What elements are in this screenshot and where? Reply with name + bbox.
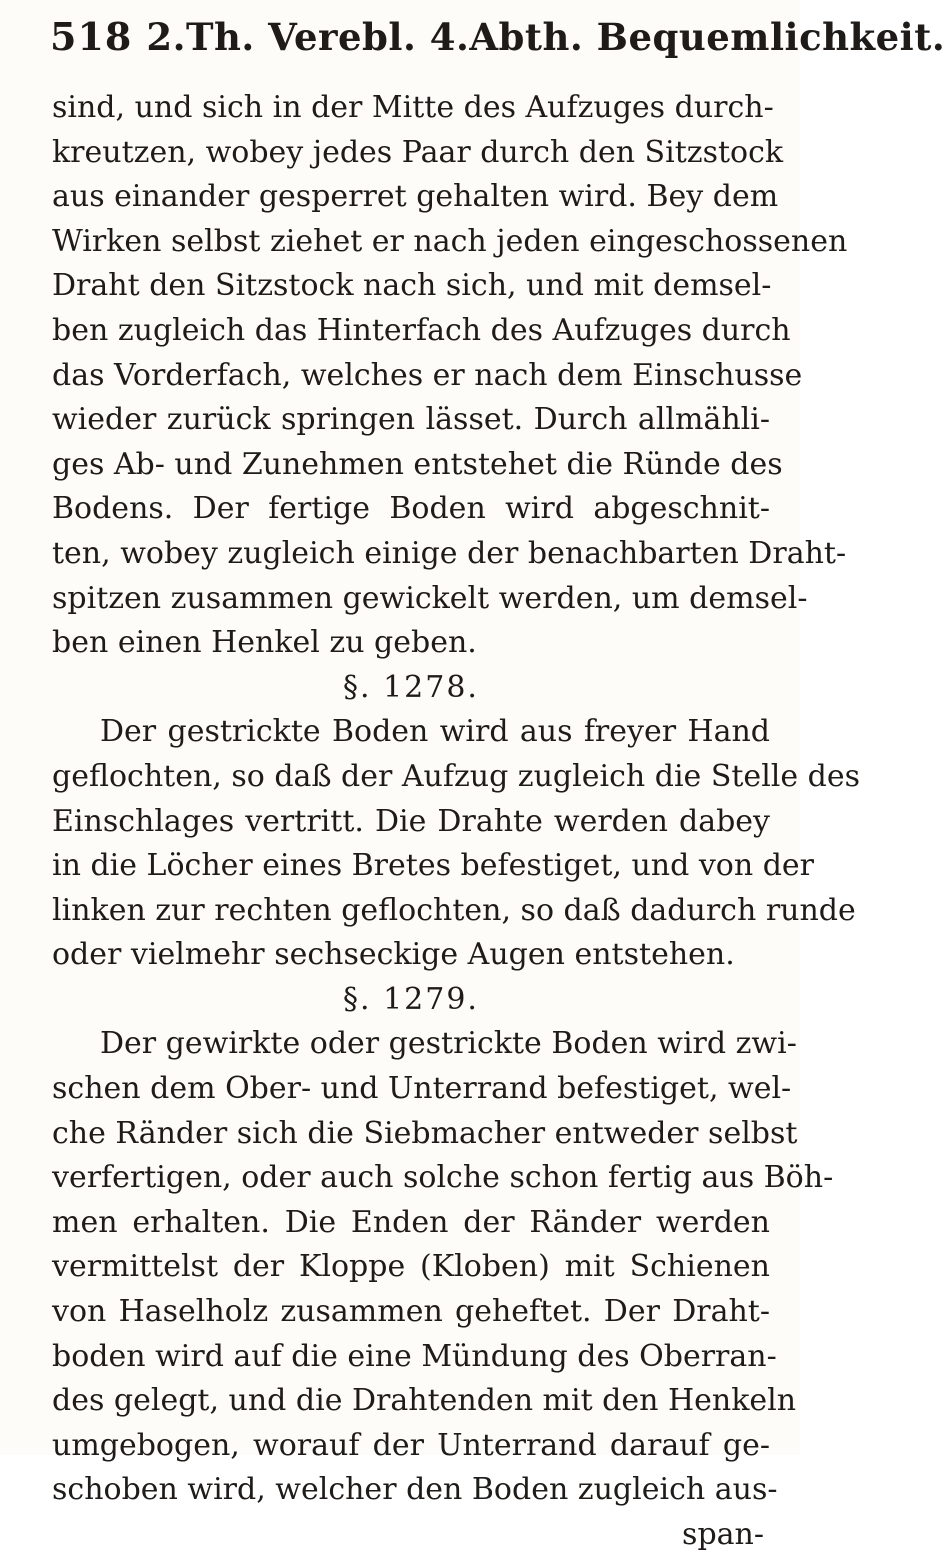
text-line: verfertigen, oder auch solche schon fertig aus Böh-	[52, 1160, 834, 1196]
text-line: kreutzen, wobey jedes Paar durch den Sitzstock	[52, 134, 784, 170]
text-line: Der gestrickte Boden wird aus freyer Hand	[100, 714, 770, 750]
text-line: che Ränder sich die Siebmacher entweder selbst	[52, 1115, 798, 1151]
text-line: spitzen zusammen gewickelt werden, um demsel-	[52, 580, 808, 616]
text-line: das Vorderfach, welches er nach dem Einschusse	[52, 357, 803, 393]
text-line: linken zur rechten geflochten, so daß dadurch runde	[52, 892, 856, 928]
text-line: umgebogen, worauf der Unterrand darauf ge-	[52, 1427, 770, 1463]
text-line: ges Ab- und Zunehmen entstehet die Ründe des	[52, 446, 783, 482]
text-line: von Haselholz zusammen geheftet. Der Draht-	[52, 1294, 770, 1330]
text-line: sind, und sich in der Mitte des Aufzuges durch-	[52, 90, 774, 125]
page-header	[50, 14, 945, 74]
catchword: span-	[682, 1517, 764, 1552]
text-line: aus einander gesperret gehalten wird. Bey dem	[52, 179, 779, 215]
text-line: ben zugleich das Hinterfach des Aufzuges durch	[52, 312, 791, 348]
text-line: schoben wird, welcher den Boden zugleich aus-	[52, 1472, 778, 1508]
text-line: Draht den Sitzstock nach sich, und mit demsel-	[52, 268, 772, 304]
text-line: oder vielmehr sechseckige Augen entstehen.	[52, 937, 735, 973]
text-line: ten, wobey zugleich einige der benachbarten Draht-	[52, 535, 847, 571]
text-line: vermittelst der Kloppe (Kloben) mit Schienen	[52, 1249, 770, 1285]
text-line: boden wird auf die eine Mündung des Oberran-	[52, 1338, 777, 1374]
text-line: Bodens. Der fertige Boden wird abgeschnit-	[52, 491, 770, 527]
page-number: 518	[50, 14, 133, 59]
text-line: wieder zurück springen lässet. Durch allmähli-	[52, 402, 770, 438]
text-line: schen dem Ober- und Unterrand befestiget, wel-	[52, 1071, 792, 1107]
text-line: in die Löcher eines Bretes befestiget, und von der	[52, 848, 815, 884]
section-heading-1278: §. 1278.	[343, 669, 479, 705]
text-line: Einschlages vertritt. Die Drahte werden dabey	[52, 803, 770, 839]
text-line: men erhalten. Die Enden der Ränder werden	[52, 1204, 770, 1240]
text-line: ben einen Henkel zu geben.	[52, 625, 477, 661]
text-line: Der gewirkte oder gestrickte Boden wird zwi-	[100, 1026, 797, 1062]
body-text	[52, 86, 861, 1558]
text-line: geflochten, so daß der Aufzug zugleich die Stelle des	[52, 758, 861, 794]
text-line: Wirken selbst ziehet er nach jeden eingeschossenen	[52, 223, 848, 259]
section-heading-1279: §. 1279.	[343, 981, 479, 1017]
text-line: des gelegt, und die Drahtenden mit den Henkeln	[52, 1383, 797, 1419]
running-title: 2.Th. Verebl. 4.Abth. Bequemlichkeit.	[146, 15, 945, 59]
